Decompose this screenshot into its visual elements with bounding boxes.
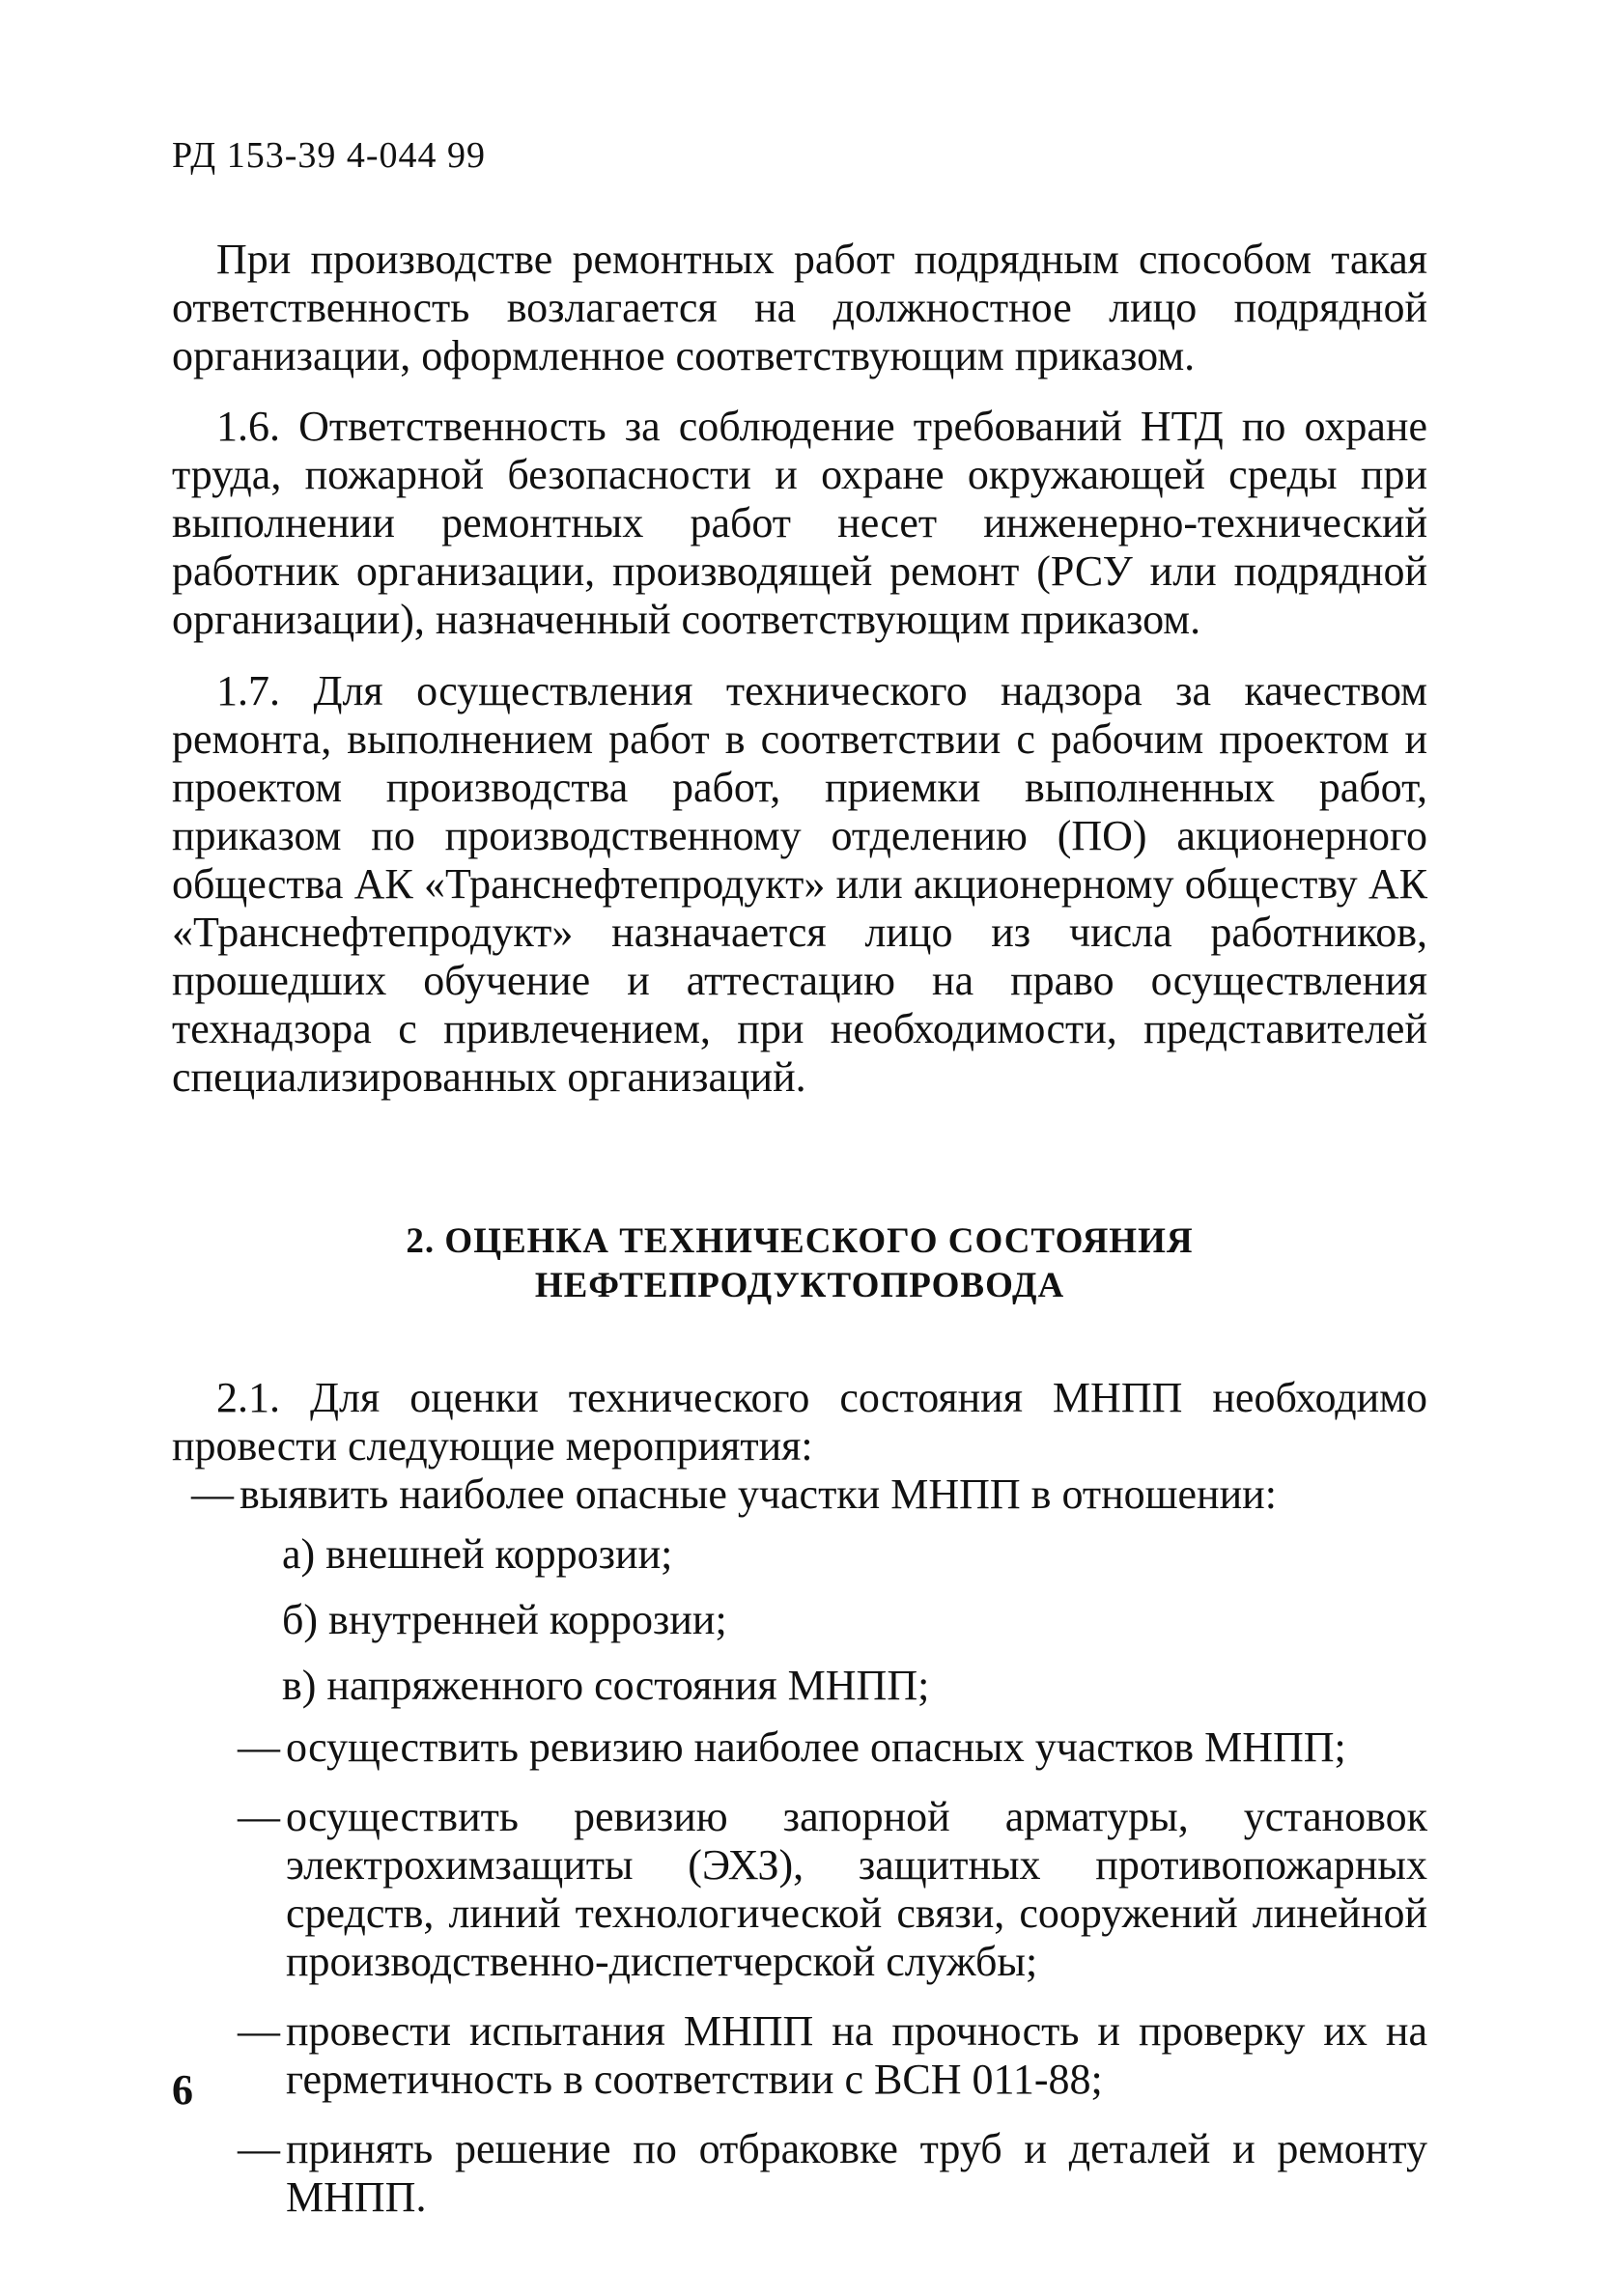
list-item: а) внешней коррозии; bbox=[282, 1530, 673, 1578]
dash-marker: — bbox=[238, 1723, 280, 1771]
list-item bbox=[172, 2007, 1427, 2104]
list-item-text: осуществить ревизию запорной арматуры, установок электрохимзащиты (ЭХЗ), защитных противопожарных средств, линий технологической связи, сооружений линейной производственно-диспетчерской службы; bbox=[286, 1793, 1427, 1985]
list-item bbox=[172, 1723, 1427, 1772]
paragraph-1-7: 1.7. Для осуществления технического надзора за качеством ремонта, выполнением работ в соответствии с рабочим проектом и проектом производства работ, приемки выполненных работ, приказом по производственному отделению (ПО) акционерного общества АК «Транснефтепродукт» или акционерному обществу АК «Транснефтепродукт» назначается лицо из числа работников, прошедших обучение и аттестацию на право осуществления технадзора с привлечением, при необходимости, представителей специализированных организаций. bbox=[172, 667, 1427, 1101]
list-item bbox=[172, 1470, 1427, 1519]
list-item bbox=[172, 1793, 1427, 1986]
list-item: б) внутренней коррозии; bbox=[282, 1596, 727, 1643]
paragraph-contract-responsibility: При производстве ремонтных работ подрядным способом такая ответственность возлагается на должностное лицо подрядной организации, оформленное соответствующим приказом. bbox=[172, 236, 1427, 379]
dash-marker: — bbox=[238, 1793, 280, 1840]
document-code: РД 153-39 4-044 99 bbox=[172, 135, 487, 176]
list-item-text: выявить наиболее опасные участки МНПП в отношении: bbox=[240, 1470, 1277, 1518]
list-item bbox=[172, 2125, 1427, 2222]
section-2-heading bbox=[172, 1219, 1427, 1308]
list-item-text: осуществить ревизию наиболее опасных участков МНПП; bbox=[286, 1723, 1346, 1771]
measures-list bbox=[172, 1470, 1427, 1519]
section-2-heading-line-1: 2. ОЦЕНКА ТЕХНИЧЕСКОГО СОСТОЯНИЯ bbox=[406, 1221, 1194, 1261]
section-2-heading-line-2: НЕФТЕПРОДУКТОПРОВОДА bbox=[534, 1266, 1065, 1305]
list-item: в) напряженного состояния МНПП; bbox=[282, 1662, 930, 1709]
list-item-text: провести испытания МНПП на прочность и проверку их на герметичность в соответствии с ВСН 011-88; bbox=[286, 2007, 1427, 2103]
hazard-subitems-list bbox=[172, 1530, 1427, 1710]
list-item-text: принять решение по отбраковке труб и деталей и ремонту МНПП. bbox=[286, 2125, 1427, 2221]
measures-list-continued bbox=[172, 1723, 1427, 2222]
page-number: 6 bbox=[172, 2066, 193, 2114]
dash-marker: — bbox=[191, 1470, 234, 1518]
paragraph-1-6: 1.6. Ответственность за соблюдение требований НТД по охране труда, пожарной безопасности и охране окружающей среды при выполнении ремонтных работ несет инженерно-технический работник организации, производящей ремонт (РСУ или подрядной организации), назначенный соответствующим приказом. bbox=[172, 403, 1427, 643]
paragraph-2-1: 2.1. Для оценки технического состояния МНПП необходимо провести следующие мероприятия: bbox=[172, 1374, 1427, 1470]
dash-marker: — bbox=[238, 2125, 280, 2172]
dash-marker: — bbox=[238, 2007, 280, 2055]
page-body bbox=[172, 236, 1427, 2222]
